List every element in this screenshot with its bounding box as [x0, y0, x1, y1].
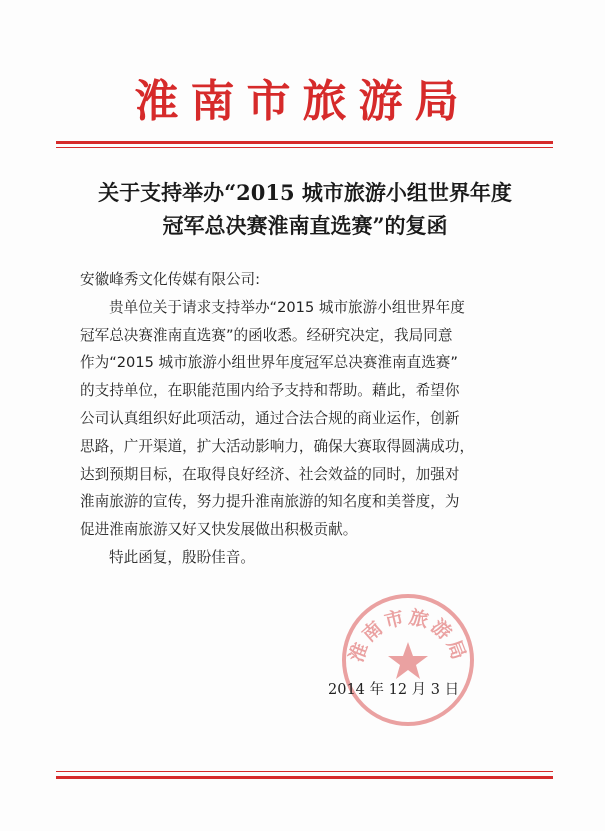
document-title [60, 176, 550, 242]
body-line: 的支持单位，在职能范围内给予支持和帮助。藉此，希望你 [80, 382, 460, 400]
body-line: 贵单位关于请求支持举办“2015 城市旅游小组世界年度 [109, 298, 465, 316]
document-title-line-1: 关于支持举办“2015 城市旅游小组世界年度 [98, 180, 512, 205]
closing-line: 特此函复，殷盼佳音。 [109, 548, 255, 566]
body-line: 冠军总决赛淮南直选赛”的函收悉。经研究决定，我局同意 [80, 326, 453, 344]
document-title-line-2: 冠军总决赛淮南直选赛”的复函 [162, 213, 448, 238]
footer-rule-thick [56, 776, 553, 779]
header-rule-thick [56, 141, 553, 144]
organization-letterhead: 淮南市旅游局 [134, 76, 471, 127]
recipient-line: 安徽峰秀文化传媒有限公司: [80, 271, 261, 288]
header-rule-thin [56, 147, 553, 148]
seal-text: 淮南市旅游局 [345, 606, 471, 666]
body-line: 达到预期目标，在取得良好经济、社会效益的同时，加强对 [80, 465, 460, 483]
letter-date: 2014 年 12 月 3 日 [328, 682, 460, 698]
body-line: 促进淮南旅游又好又快发展做出积极贡献。 [80, 521, 358, 539]
official-seal [338, 590, 478, 730]
body-line: 公司认真组织好此项活动，通过合法合规的商业运作，创新 [80, 409, 460, 427]
body-line: 作为“2015 城市旅游小组世界年度冠军总决赛淮南直选赛” [80, 354, 458, 372]
letter-body [80, 266, 530, 572]
body-line: 淮南旅游的宣传，努力提升淮南旅游的知名度和美誉度，为 [80, 493, 460, 511]
seal-star-icon [388, 642, 428, 679]
footer-rule-thin [56, 771, 553, 772]
body-line: 思路，广开渠道，扩大活动影响力，确保大赛取得圆满成功， [80, 437, 475, 455]
